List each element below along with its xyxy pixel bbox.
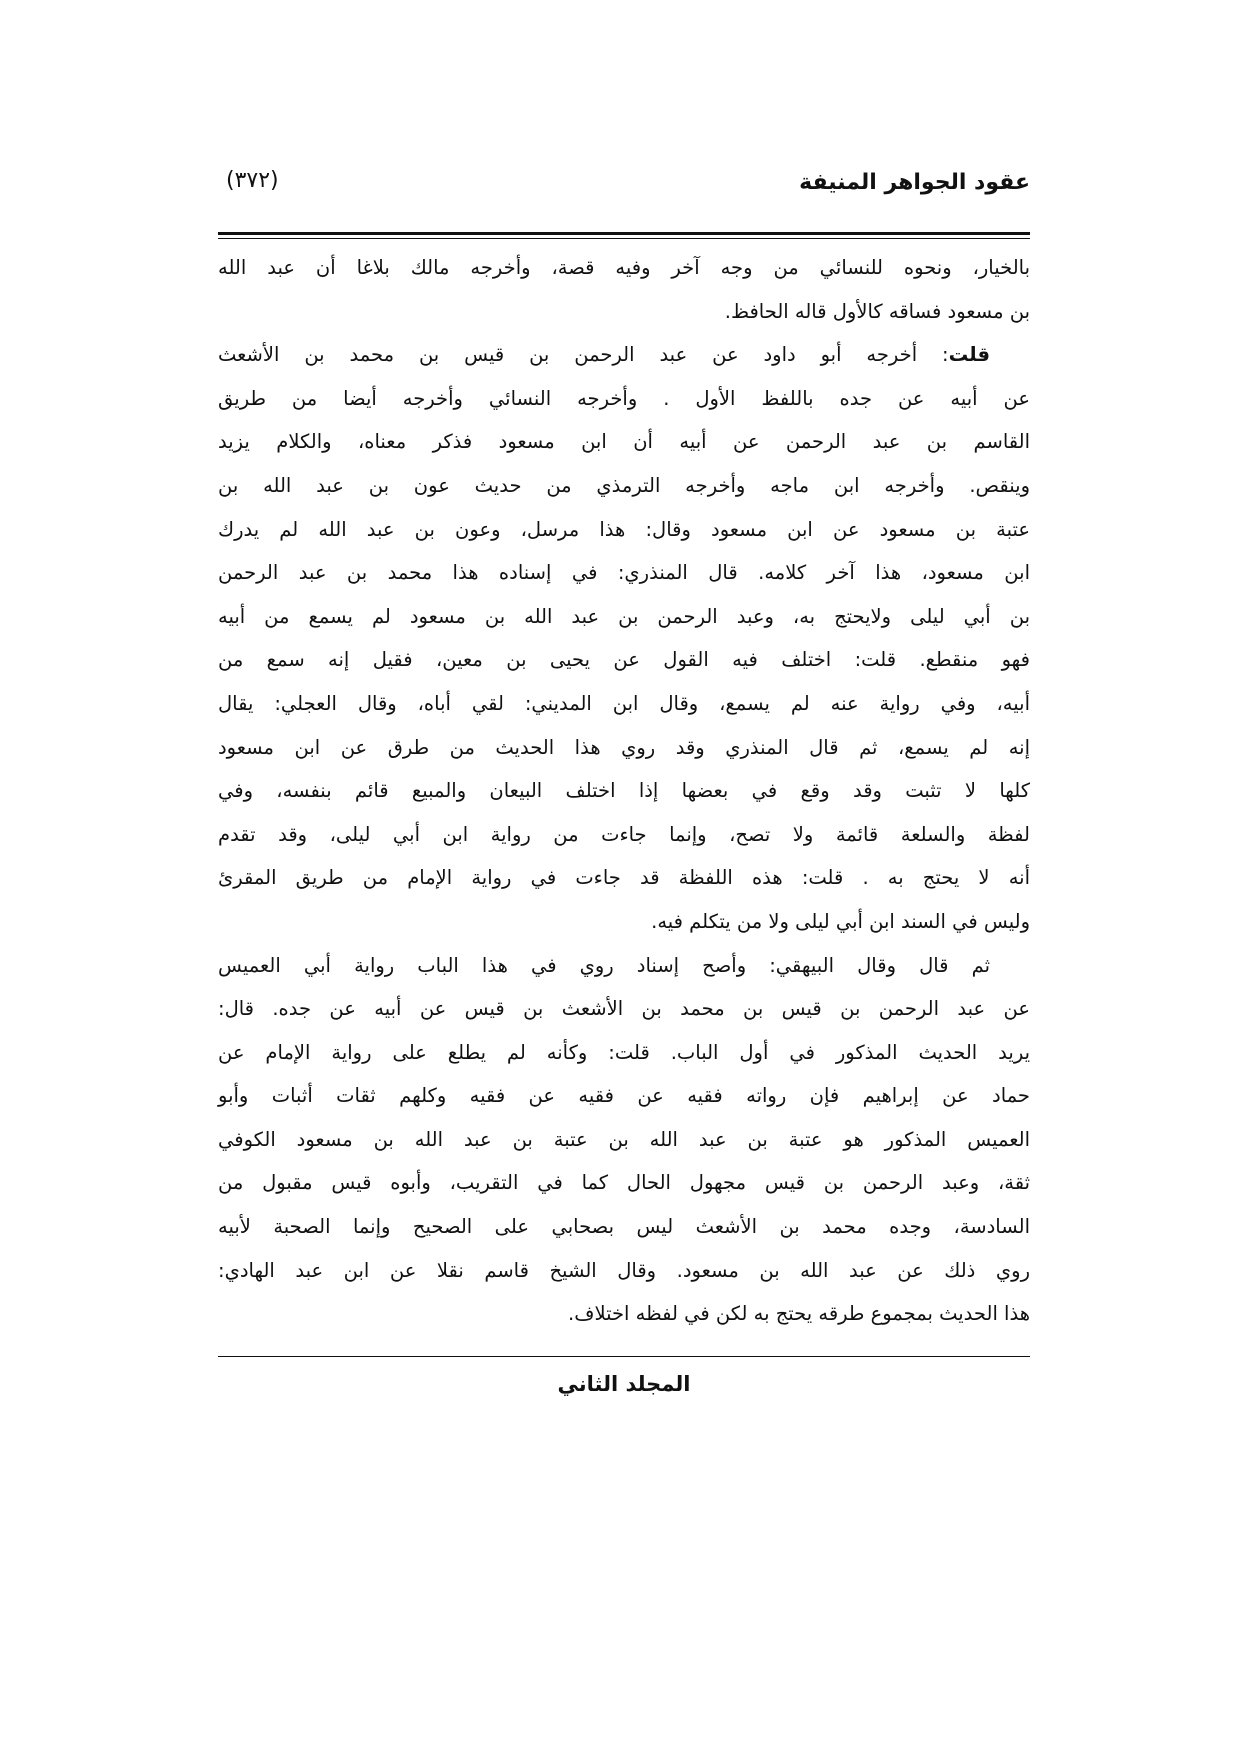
line-text: بن مسعود فساقه كالأول قاله الحافظ. [724, 299, 1030, 323]
text-line [218, 595, 1030, 639]
page-body [218, 246, 1030, 1336]
line-text: فهو منقطع. قلت: اختلف فيه القول عن يحيى بن معين، فقيل إنه سمع من [218, 648, 1030, 672]
line-text: أنه لا يحتج به . قلت: هذه اللفظة قد جاءت في رواية الإمام من طريق المقرئ [218, 866, 1030, 890]
header-rule [218, 232, 1030, 235]
line-text: وينقص. وأخرجه ابن ماجه وأخرجه الترمذي من حديث عون بن عبد الله بن [218, 473, 1030, 497]
line-text: العميس المذكور هو عتبة بن عبد الله بن عتبة بن عبد الله بن مسعود الكوفي [218, 1127, 1030, 1151]
text-line [218, 551, 1030, 595]
line-text: حماد عن إبراهيم فإن رواته فقيه عن فقيه عن فقيه وكلهم ثقات أثبات وأبو [218, 1084, 1030, 1108]
line-text: إنه لم يسمع، ثم قال المنذري وقد روي هذا الحديث من طرق عن ابن مسعود [218, 735, 1030, 759]
text-line [218, 290, 1030, 334]
line-text: بن أبي ليلى ولايحتج به، وعبد الرحمن بن عبد الله بن مسعود لم يسمع من أبيه [218, 604, 1030, 628]
text-line [218, 769, 1030, 813]
text-line [218, 1118, 1030, 1162]
text-line [218, 1161, 1030, 1205]
text-line [218, 1249, 1030, 1293]
text-line [218, 682, 1030, 726]
line-text: : أخرجه أبو داود عن عبد الرحمن بن قيس بن محمد بن الأشعث [218, 343, 949, 367]
line-text: ابن مسعود، هذا آخر كلامه. قال المنذري: في إسناده هذا محمد بن عبد الرحمن [218, 561, 1030, 585]
text-line [218, 246, 1030, 290]
line-text: عتبة بن مسعود عن ابن مسعود وقال: هذا مرسل، وعون بن عبد الله لم يدرك [218, 517, 1030, 541]
text-line [218, 333, 1030, 377]
text-line [218, 420, 1030, 464]
text-line [218, 464, 1030, 508]
line-text: عن أبيه عن جده باللفظ الأول . وأخرجه النسائي وأخرجه أيضا من طريق [218, 386, 1030, 410]
line-text: ثم قال وقال البيهقي: وأصح إسناد روي في هذا الباب رواية أبي العميس [218, 953, 990, 977]
text-line [218, 987, 1030, 1031]
line-text: بالخيار، ونحوه للنسائي من وجه آخر وفيه قصة، وأخرجه مالك بلاغا أن عبد الله [218, 256, 1030, 279]
page-number: (٣٧٢) [226, 168, 279, 193]
paragraph-lead: قلت [948, 343, 990, 367]
line-text: السادسة، وجده محمد بن الأشعث ليس بصحابي على الصحيح وإنما الصحبة لأبيه [218, 1215, 1030, 1239]
text-line [218, 1205, 1030, 1249]
line-text: هذا الحديث بمجموع طرقه يحتج به لكن في لفظه اختلاف. [568, 1302, 1030, 1326]
line-text: روي ذلك عن عبد الله بن مسعود. وقال الشيخ قاسم نقلا عن ابن عبد الهادي: [218, 1258, 1030, 1282]
text-line [218, 856, 1030, 900]
line-text: لفظة والسلعة قائمة ولا تصح، وإنما جاءت من رواية ابن أبي ليلى، وقد تقدم [218, 822, 1030, 846]
line-text: ثقة، وعبد الرحمن بن قيس مجهول الحال كما في التقريب، وأبوه قيس مقبول من [218, 1171, 1030, 1195]
line-text: يريد الحديث المذكور في أول الباب. قلت: وكأنه لم يطلع على رواية الإمام عن [218, 1040, 1030, 1064]
header-rule-thin [218, 238, 1030, 239]
line-text: وليس في السند ابن أبي ليلى ولا من يتكلم فيه. [651, 909, 1030, 933]
text-line [218, 377, 1030, 421]
volume-label: المجلد الثاني [557, 1372, 691, 1396]
text-line [218, 900, 1030, 944]
text-line [218, 1074, 1030, 1118]
running-header [218, 160, 1030, 208]
text-line [218, 726, 1030, 770]
text-line [218, 1292, 1030, 1336]
line-text: أبيه، وفي رواية عنه لم يسمع، وقال ابن المديني: لقي أباه، وقال العجلي: يقال [218, 691, 1030, 715]
book-title: عقود الجواهر المنيفة [799, 170, 1030, 195]
line-text: كلها لا تثبت وقد وقع في بعضها إذا اختلف البيعان والمبيع قائم بنفسه، وفي [218, 779, 1030, 803]
text-line [218, 508, 1030, 552]
text-line [218, 813, 1030, 857]
text-line [218, 944, 1030, 988]
line-text: القاسم بن عبد الرحمن عن أبيه أن ابن مسعود فذكر معناه، والكلام يزيد [218, 430, 1030, 454]
text-line [218, 638, 1030, 682]
footer-rule [218, 1356, 1030, 1357]
line-text: عن عبد الرحمن بن قيس بن محمد بن الأشعث بن قيس عن أبيه عن جده. قال: [218, 997, 1030, 1021]
text-line [218, 1031, 1030, 1075]
